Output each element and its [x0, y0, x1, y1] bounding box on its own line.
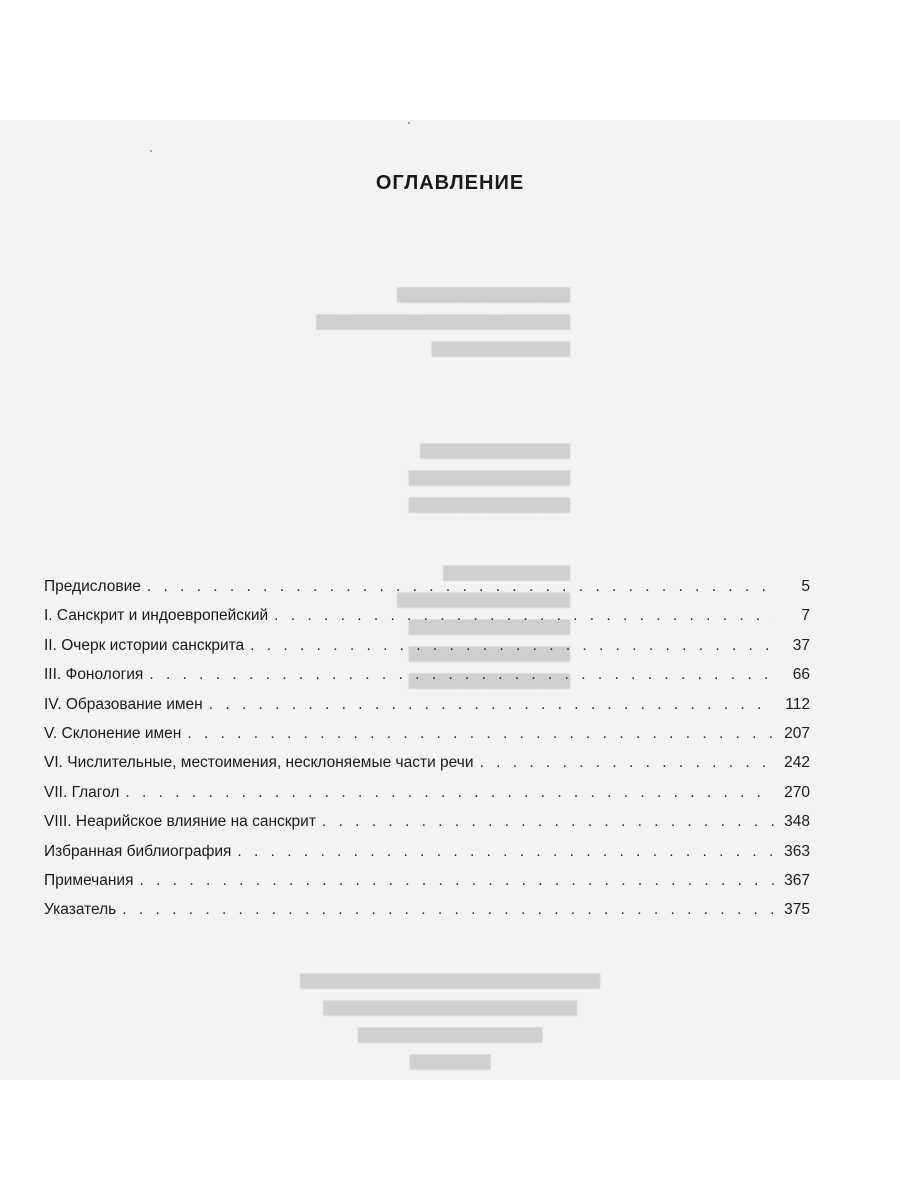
bleed-through-block-2: ▇▇▇▇▇▇▇▇▇▇▇▇▇ ▇▇▇▇▇▇▇▇▇▇▇▇▇▇ ▇▇▇▇▇▇▇▇▇▇▇▇▇▇	[408, 443, 570, 513]
toc-entry-title: Предисловие	[44, 578, 141, 595]
toc-entry-title: VII. Глагол	[44, 783, 120, 801]
toc-dot-leader	[237, 843, 774, 861]
toc-entry	[44, 901, 810, 930]
toc-entry-title: I. Санскрит и индоевропейский	[44, 607, 269, 625]
toc-entry	[44, 666, 810, 695]
toc-dot-leader	[274, 607, 774, 625]
toc-entry-title: Указатель	[44, 901, 117, 919]
toc-entry	[44, 696, 810, 725]
toc-entry	[44, 607, 810, 636]
toc-entry-page: 242	[784, 754, 810, 772]
toc-entry-page: 363	[784, 842, 810, 860]
toc-entry-title: Избранная библиография	[44, 842, 232, 860]
toc-entry-page: 5	[801, 578, 810, 595]
bleed-through-block-4: ▇▇▇▇▇▇▇▇▇▇▇▇▇▇▇▇▇▇▇▇▇▇▇▇▇▇ ▇▇▇▇▇▇▇▇▇▇▇▇▇▇▇▇▇▇▇▇▇▇ ▇▇▇▇▇▇▇▇▇▇▇▇▇▇▇▇ ▇▇▇▇▇▇▇	[300, 973, 600, 1070]
toc-entry-title: V. Склонение имен	[44, 724, 182, 742]
toc-entry-page: 37	[792, 636, 810, 654]
toc-entry-page: 375	[784, 901, 810, 919]
toc-entry-title: III. Фонология	[44, 666, 144, 684]
toc-dot-leader	[322, 813, 774, 831]
page-title: ОГЛАВЛЕНИЕ	[375, 172, 525, 194]
toc-dot-leader	[187, 725, 774, 743]
toc-entry-page: 348	[784, 813, 810, 831]
bleed-through-block-1: ▇▇▇▇▇▇▇▇▇▇▇▇▇▇▇ ▇▇▇▇▇▇▇▇▇▇▇▇▇▇▇▇▇▇▇▇▇▇ ▇▇▇▇▇▇▇▇▇▇▇▇	[316, 287, 570, 357]
toc-entry	[44, 813, 810, 842]
toc-entry	[44, 578, 810, 607]
toc-entry-page: 207	[784, 724, 810, 742]
toc-entry-page: 7	[801, 607, 810, 625]
toc-entry	[44, 784, 810, 813]
book-page	[0, 120, 900, 1080]
table-of-contents	[44, 578, 810, 931]
toc-entry	[44, 872, 810, 901]
toc-dot-leader	[140, 872, 775, 890]
toc-entry-page: 270	[784, 783, 810, 801]
ink-speck	[408, 122, 410, 124]
toc-entry-page: 367	[784, 871, 810, 889]
toc-dot-leader	[250, 637, 774, 655]
toc-entry-title: II. Очерк истории санскрита	[44, 636, 245, 654]
toc-entry-title: VIII. Неарийское влияние на санскрит	[44, 813, 316, 831]
toc-entry-title: Примечания	[44, 871, 134, 889]
toc-dot-leader	[122, 901, 774, 919]
toc-entry	[44, 843, 810, 872]
toc-dot-leader	[209, 696, 774, 714]
toc-entry-page: 66	[792, 666, 810, 684]
toc-entry-title: VI. Числительные, местоимения, несклоняемые части речи	[44, 754, 474, 772]
toc-entry	[44, 637, 810, 666]
toc-entry	[44, 725, 810, 754]
toc-entry-page: 112	[785, 695, 810, 713]
ink-speck	[150, 150, 152, 152]
toc-dot-leader	[147, 578, 774, 596]
bleed-through-block-3: ▇▇▇▇▇▇▇▇▇▇▇ ▇▇▇▇▇▇▇▇▇▇▇▇▇▇▇ ▇▇▇▇▇▇▇▇▇▇▇▇▇▇ ▇▇▇▇▇▇▇▇▇▇▇▇▇▇ ▇▇▇▇▇▇▇▇▇▇▇▇▇▇	[396, 565, 570, 689]
toc-dot-leader	[125, 784, 774, 802]
toc-entry	[44, 754, 810, 783]
toc-dot-leader	[149, 666, 774, 684]
toc-dot-leader	[480, 754, 774, 772]
toc-entry-title: IV. Образование имен	[44, 695, 203, 713]
